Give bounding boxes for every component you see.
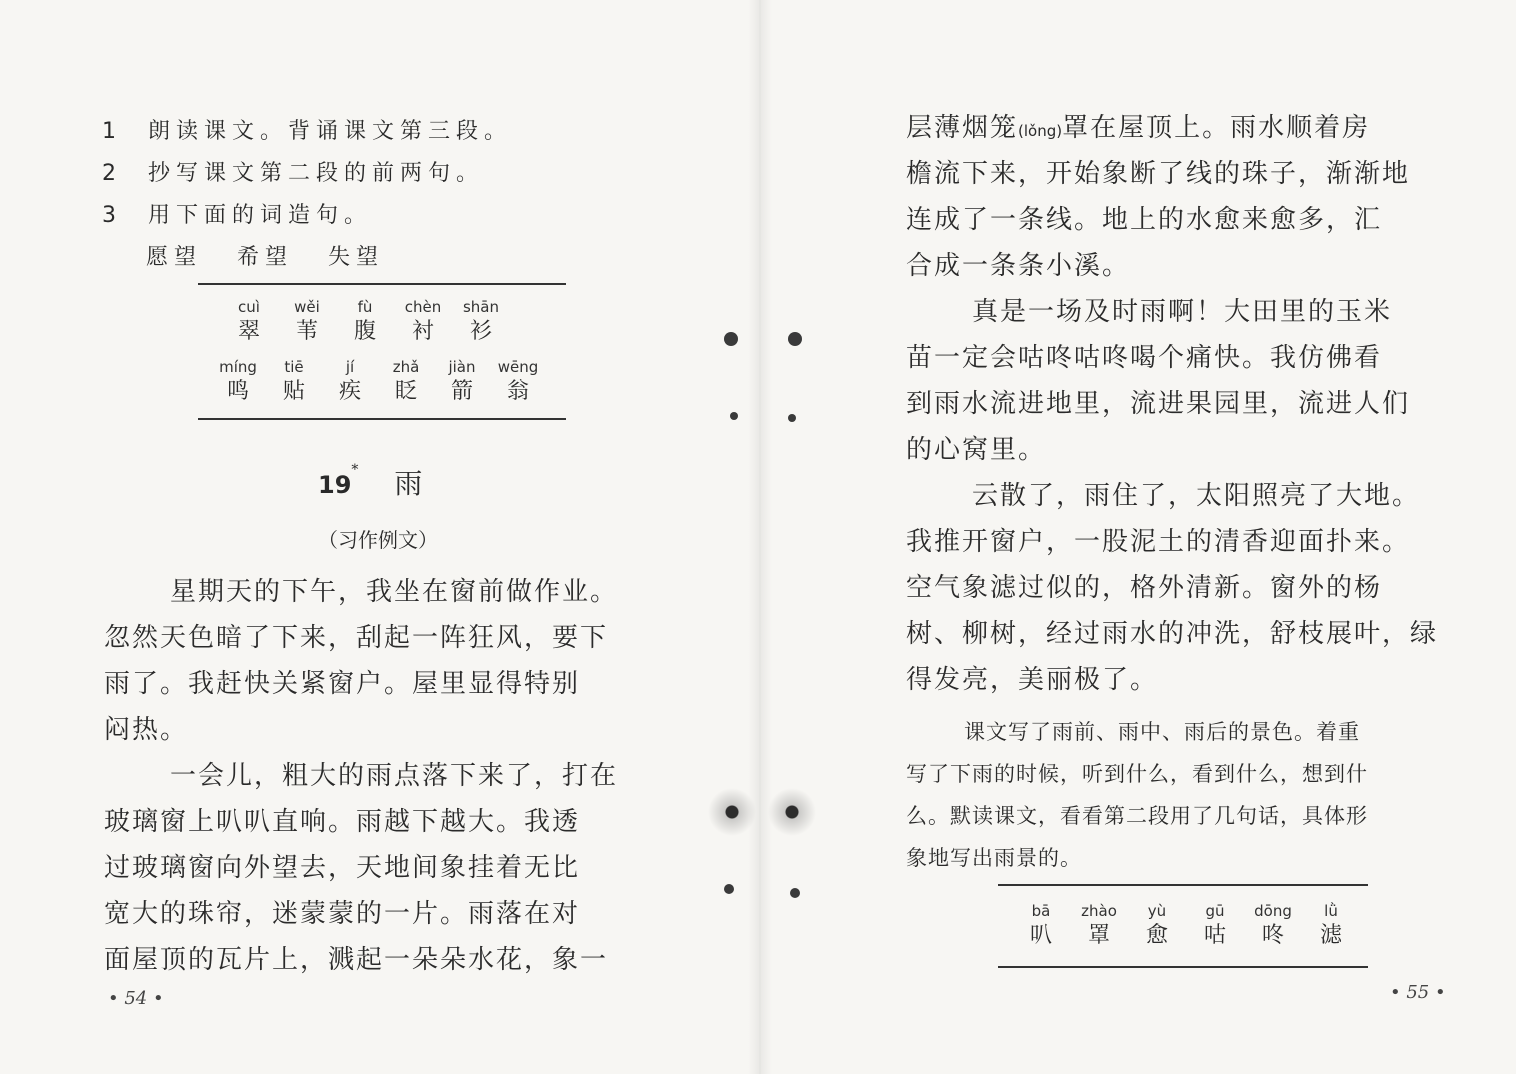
body-line: 檐流下来，开始象断了线的珠子，渐渐地 [906, 159, 1411, 189]
exercise-item [102, 198, 372, 229]
note-line: 课文写了雨前、雨中、雨后的景色。着重 [964, 720, 1360, 744]
body-line: 玻璃窗上叭叭直响。雨越下越大。我透 [104, 807, 581, 837]
vocab-character: 愈 [1145, 923, 1168, 948]
vocab-item [452, 296, 510, 346]
vocab-character: 罩 [1087, 923, 1110, 948]
vocab-character: 衫 [469, 319, 492, 344]
vocab-pinyin: gū [1205, 902, 1225, 920]
body-line: 到雨水流进地里，流进果园里，流进人们 [906, 389, 1411, 419]
page-number: • 54 • [108, 988, 164, 1009]
exercise-word: 愿望 [146, 245, 203, 270]
exercise-text: 朗读课文。背诵课文第三段。 [148, 119, 513, 144]
staple-hole [730, 412, 738, 420]
body-line-part: 罩在屋顶上。雨水顺着房 [1062, 113, 1371, 143]
body-line: 得发亮，美丽极了。 [906, 665, 1159, 695]
exercise-word-list [146, 240, 412, 271]
vocab-pinyin: míng [219, 358, 257, 376]
vocab-pinyin: wēng [497, 358, 539, 376]
staple-hole [768, 788, 816, 836]
body-line: 宽大的珠帘，迷蒙蒙的一片。雨落在对 [104, 899, 581, 929]
vocab-item [1128, 900, 1186, 950]
body-line: 的心窝里。 [906, 435, 1047, 465]
lesson-number: 19 [318, 471, 352, 499]
lesson-subtitle: （习作例文） [318, 528, 438, 552]
vocab-character: 翠 [237, 319, 260, 344]
body-line-part: 层薄烟笼 [906, 113, 1019, 143]
vocab-pinyin: chèn [404, 298, 442, 316]
vocab-character: 咚 [1261, 923, 1284, 948]
vocab-character: 箭 [450, 379, 473, 404]
exercise-number: 2 [102, 161, 116, 186]
exercise-word: 失望 [328, 245, 385, 270]
vocab-item [220, 296, 278, 346]
exercise-text: 用下面的词造句。 [148, 203, 373, 228]
inline-pinyin: (lǒng) [1018, 122, 1063, 140]
vocab-pinyin: wěi [294, 298, 320, 316]
staple-hole [724, 332, 738, 346]
vocab-item [322, 356, 378, 406]
vocab-pinyin: yù [1147, 902, 1167, 920]
vocab-character: 咕 [1203, 923, 1226, 948]
lesson-star-mark: * [351, 462, 359, 478]
vocab-item [1244, 900, 1302, 950]
exercise-number: 3 [102, 203, 116, 228]
vocab-bottom-rule [198, 418, 566, 420]
right-page [760, 0, 1516, 1074]
body-line: 一会儿，粗大的雨点落下来了，打在 [170, 761, 619, 791]
body-line: 忽然天色暗了下来，刮起一阵狂风，要下 [104, 623, 609, 653]
vocab-item [266, 356, 322, 406]
exercise-number: 1 [102, 119, 116, 144]
vocab-pinyin: cuì [238, 298, 260, 316]
vocab-item [1302, 900, 1360, 950]
vocab-top-rule [198, 283, 566, 285]
exercise-item [102, 114, 512, 145]
vocab-item [1186, 900, 1244, 950]
staple-hole [708, 788, 756, 836]
body-line: 空气象滤过似的，格外清新。窗外的杨 [906, 573, 1383, 603]
vocab-pinyin: zhào [1081, 902, 1117, 920]
staple-hole [724, 884, 734, 894]
vocab-character: 叭 [1029, 923, 1052, 948]
staple-hole [788, 332, 802, 346]
vocab-item [394, 296, 452, 346]
vocab-character: 滤 [1319, 923, 1342, 948]
staple-hole [788, 414, 796, 422]
lesson-title-text: 雨 [394, 467, 423, 500]
body-line: 雨了。我赶快关紧窗户。屋里显得特别 [104, 669, 581, 699]
lesson-title [318, 462, 422, 502]
vocab-item [336, 296, 394, 346]
vocab-character: 衬 [411, 319, 434, 344]
vocab-character: 腹 [353, 319, 376, 344]
vocab-character: 眨 [394, 379, 417, 404]
vocab-item [490, 356, 546, 406]
body-line [906, 112, 1370, 147]
vocab-pinyin: fù [357, 298, 373, 316]
body-line: 闷热。 [104, 715, 189, 745]
vocab-pinyin: tiē [284, 358, 304, 376]
page-number: • 55 • [1390, 982, 1446, 1003]
vocab-top-rule [998, 884, 1368, 886]
body-line: 我推开窗户，一股泥土的清香迎面扑来。 [906, 527, 1411, 557]
vocab-row [220, 296, 510, 346]
vocab-pinyin: jiàn [448, 358, 476, 376]
body-line: 合成一条条小溪。 [906, 251, 1131, 281]
staple-hole [790, 888, 800, 898]
vocab-character: 鸣 [226, 379, 249, 404]
vocab-item [378, 356, 434, 406]
note-line: 象地写出雨景的。 [906, 846, 1082, 870]
vocab-character: 疾 [338, 379, 361, 404]
body-line: 连成了一条线。地上的水愈来愈多，汇 [906, 205, 1383, 235]
vocab-pinyin: dōng [1254, 902, 1292, 920]
vocab-item [1012, 900, 1070, 950]
vocab-character: 翁 [506, 379, 529, 404]
body-line: 面屋顶的瓦片上，溅起一朵朵水花，象一 [104, 945, 609, 975]
book-gutter [748, 0, 772, 1074]
body-line: 过玻璃窗向外望去，天地间象挂着无比 [104, 853, 581, 883]
note-line: 写了下雨的时候，听到什么，看到什么，想到什 [906, 762, 1368, 786]
vocab-row [1012, 900, 1360, 950]
vocab-pinyin: shān [462, 298, 500, 316]
vocab-pinyin: zhǎ [392, 358, 420, 376]
body-line: 星期天的下午，我坐在窗前做作业。 [170, 577, 619, 607]
vocab-character: 贴 [282, 379, 305, 404]
exercise-word: 希望 [237, 245, 294, 270]
vocab-item [434, 356, 490, 406]
exercise-item [102, 156, 484, 187]
vocab-row [210, 356, 546, 406]
body-line: 真是一场及时雨啊！大田里的玉米 [972, 297, 1393, 327]
body-line: 树、柳树，经过雨水的冲洗，舒枝展叶，绿 [906, 619, 1439, 649]
note-line: 么。默读课文，看看第二段用了几句话，具体形 [906, 804, 1368, 828]
vocab-pinyin: bā [1031, 902, 1051, 920]
body-line: 苗一定会咕咚咕咚喝个痛快。我仿佛看 [906, 343, 1383, 373]
vocab-pinyin: jí [345, 358, 355, 376]
vocab-item [1070, 900, 1128, 950]
vocab-pinyin: lǜ [1324, 902, 1338, 920]
vocab-item [278, 296, 336, 346]
exercise-text: 抄写课文第二段的前两句。 [148, 161, 485, 186]
body-line: 云散了，雨住了，太阳照亮了大地。 [972, 481, 1421, 511]
vocab-item [210, 356, 266, 406]
vocab-character: 苇 [295, 319, 318, 344]
vocab-bottom-rule [998, 966, 1368, 968]
